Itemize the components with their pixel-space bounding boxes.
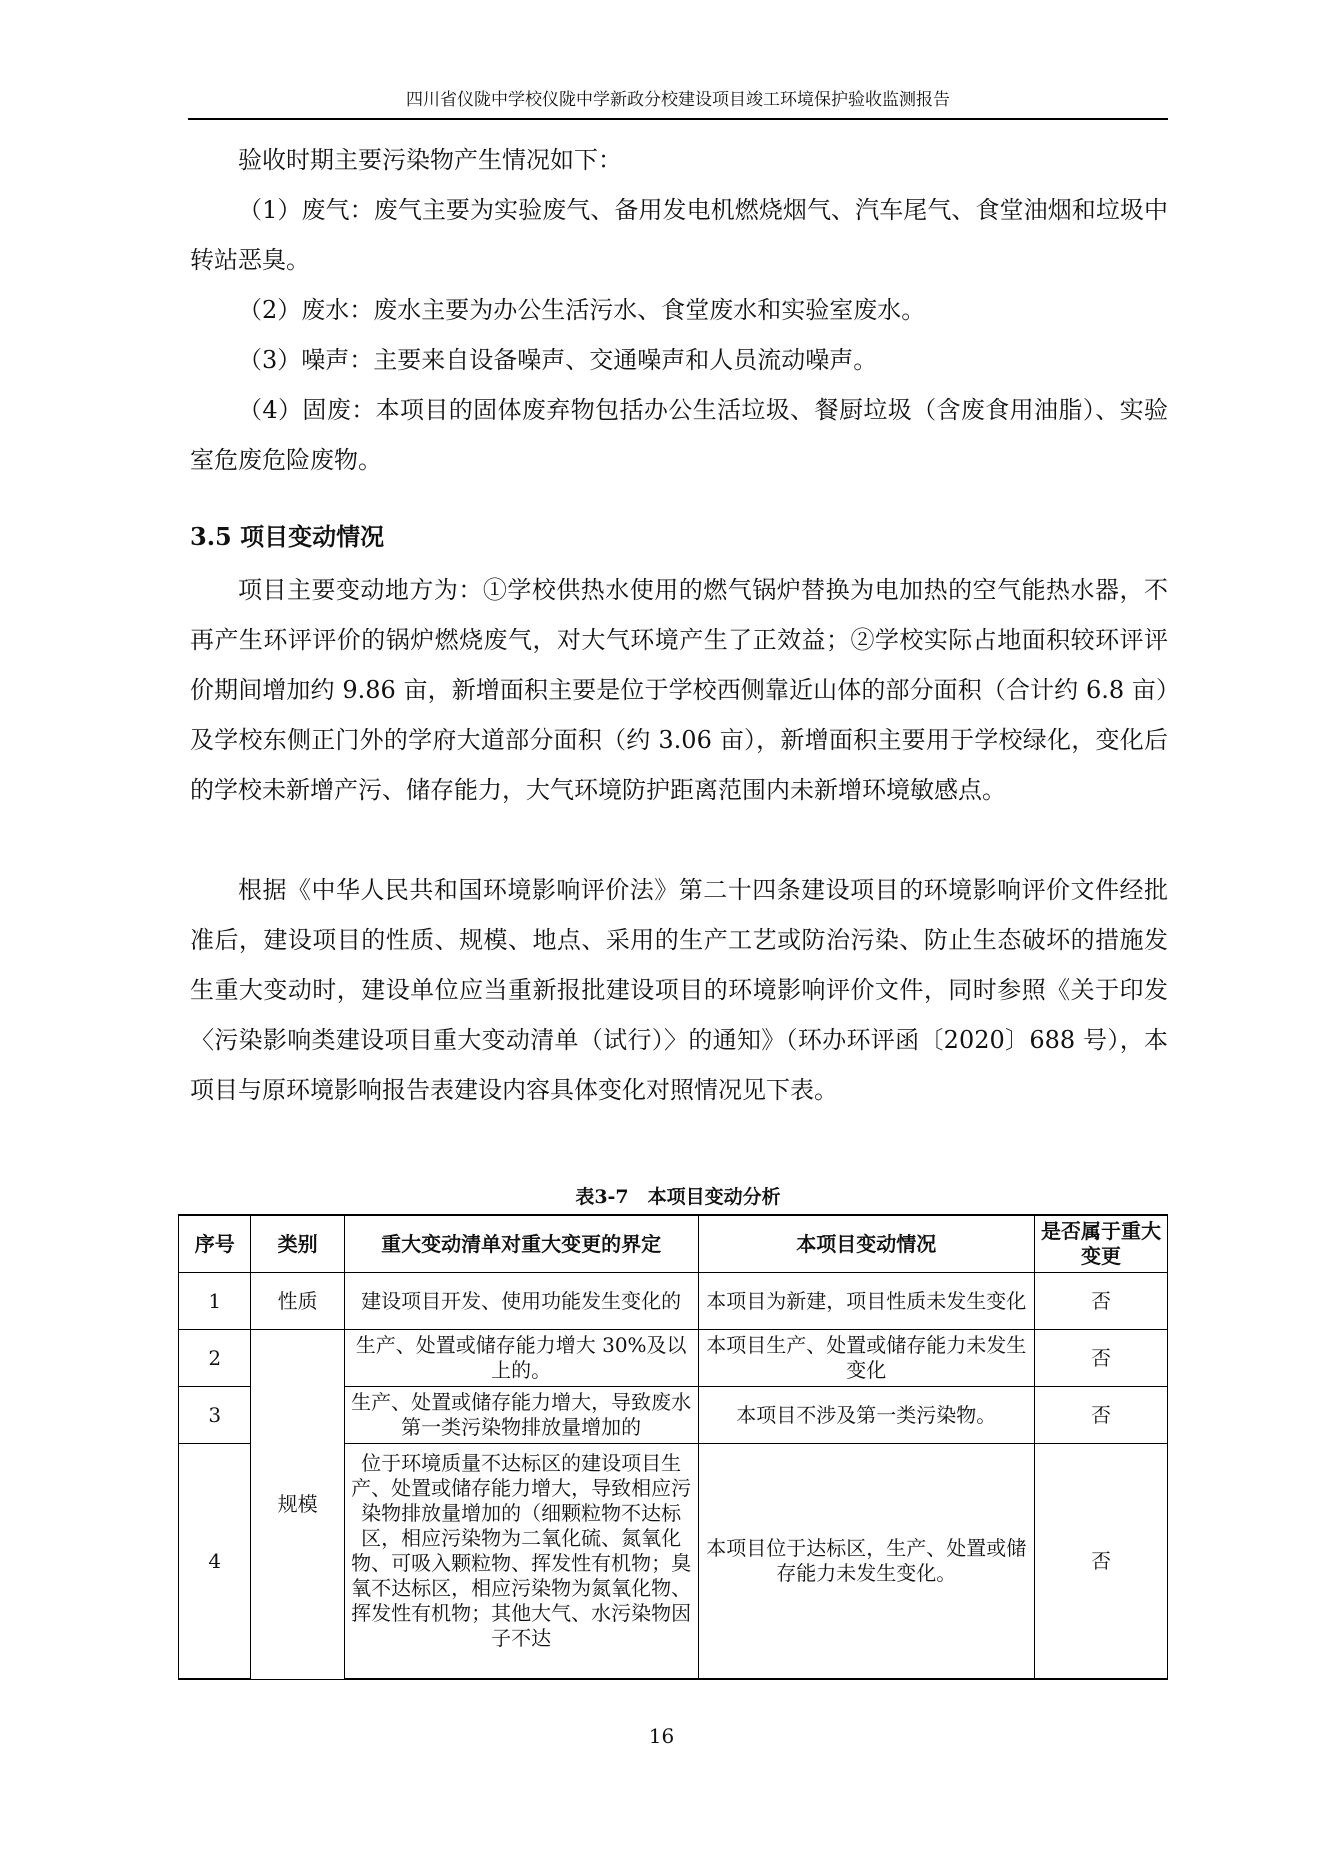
section-heading: 3.5 项目变动情况 <box>190 522 385 551</box>
cell-major: 否 <box>1034 1273 1167 1330</box>
table-row <box>179 1273 1168 1330</box>
header-definition: 重大变动清单对重大变更的界定 <box>344 1215 698 1273</box>
header-situation: 本项目变动情况 <box>698 1215 1034 1273</box>
table-row <box>179 1330 1168 1387</box>
header-divider <box>188 118 1168 120</box>
cell-situation: 本项目不涉及第一类污染物。 <box>698 1387 1034 1444</box>
cell-major: 否 <box>1034 1444 1167 1680</box>
table-caption: 表3-7 本项目变动分析 <box>575 1186 781 1208</box>
cell-definition <box>344 1444 698 1680</box>
table-header-row <box>179 1215 1168 1273</box>
cell-definition: 建设项目开发、使用功能发生变化的 <box>344 1273 698 1330</box>
cell-situation: 本项目位于达标区，生产、处置或储存能力未发生变化。 <box>698 1444 1034 1680</box>
cell-situation: 本项目为新建，项目性质未发生变化 <box>698 1273 1034 1330</box>
cell-category: 性质 <box>251 1273 344 1330</box>
cell-no: 3 <box>179 1387 251 1444</box>
cell-major: 否 <box>1034 1330 1167 1387</box>
cell-major: 否 <box>1034 1387 1167 1444</box>
change-analysis-table <box>178 1214 1168 1680</box>
cell-definition-text: 位于环境质量不达标区的建设项目生产、处置或储存能力增大，导致相应污染物排放量增加的（细颗粒物不达标区，相应污染物为二氧化硫、氮氧化物、可吸入颗粒物、挥发性有机物；臭氧不达标区，相应污染物为氮氧化物、挥发性有机物；其他大气、水污染物因子不达 <box>351 1451 692 1650</box>
cell-no: 2 <box>179 1330 251 1387</box>
cell-definition: 生产、处置或储存能力增大 30%及以上的。 <box>344 1330 698 1387</box>
page-number: 16 <box>648 1724 675 1748</box>
paragraph-noise: （3）噪声：主要来自设备噪声、交通噪声和人员流动噪声。 <box>238 346 878 374</box>
cell-situation: 本项目生产、处置或储存能力未发生变化 <box>698 1330 1034 1387</box>
paragraph-waste-water: （2）废水：废水主要为办公生活污水、食堂废水和实验室废水。 <box>238 296 926 324</box>
cell-definition: 生产、处置或储存能力增大，导致废水第一类污染物排放量增加的 <box>344 1387 698 1444</box>
paragraph-law-basis: 根据《中华人民共和国环境影响评价法》第二十四条建设项目的环境影响评价文件经批准后，建设项目的性质、规模、地点、采用的生产工艺或防治污染、防止生态破坏的措施发生重大变动时，建设单位应当重新报批建设项目的环境影响评价文件，同时参照《关于印发〈污染影响类建设项目重大变动清单（试行）〉的通知》（环办环评函〔2020〕688 号），本项目与原环境影响报告表建设内容具体变化对照情况见下表。 <box>190 876 1168 1104</box>
cell-category: 规模 <box>251 1330 344 1680</box>
page-header: 四川省仪陇中学校仪陇中学新政分校建设项目竣工环境保护验收监测报告 <box>406 90 950 110</box>
header-major-change: 是否属于重大变更 <box>1034 1215 1167 1273</box>
paragraph-solid-waste: （4）固废：本项目的固体废弃物包括办公生活垃圾、餐厨垃圾（含废食用油脂）、实验室危废危险废物。 <box>190 396 1168 474</box>
header-category: 类别 <box>251 1215 344 1273</box>
cell-no: 4 <box>179 1444 251 1680</box>
paragraph-waste-gas: （1）废气：废气主要为实验废气、备用发电机燃烧烟气、汽车尾气、食堂油烟和垃圾中转站恶臭。 <box>190 196 1168 274</box>
paragraph-main-changes: 项目主要变动地方为：①学校供热水使用的燃气锅炉替换为电加热的空气能热水器，不再产生环评评价的锅炉燃烧废气，对大气环境产生了正效益；②学校实际占地面积较环评评价期间增加约 9.86 亩，新增面积主要是位于学校西侧靠近山体的部分面积（合计约 6.8 亩）及学校东侧正门外的学府大道部分面积（约 3.06 亩），新增面积主要用于学校绿化，变化后的学校未新增产污、储存能力，大气环境防护距离范围内未新增环境敏感点。 <box>190 576 1168 804</box>
paragraph-intro: 验收时期主要污染物产生情况如下： <box>238 146 622 174</box>
cell-no: 1 <box>179 1273 251 1330</box>
header-no: 序号 <box>179 1215 251 1273</box>
